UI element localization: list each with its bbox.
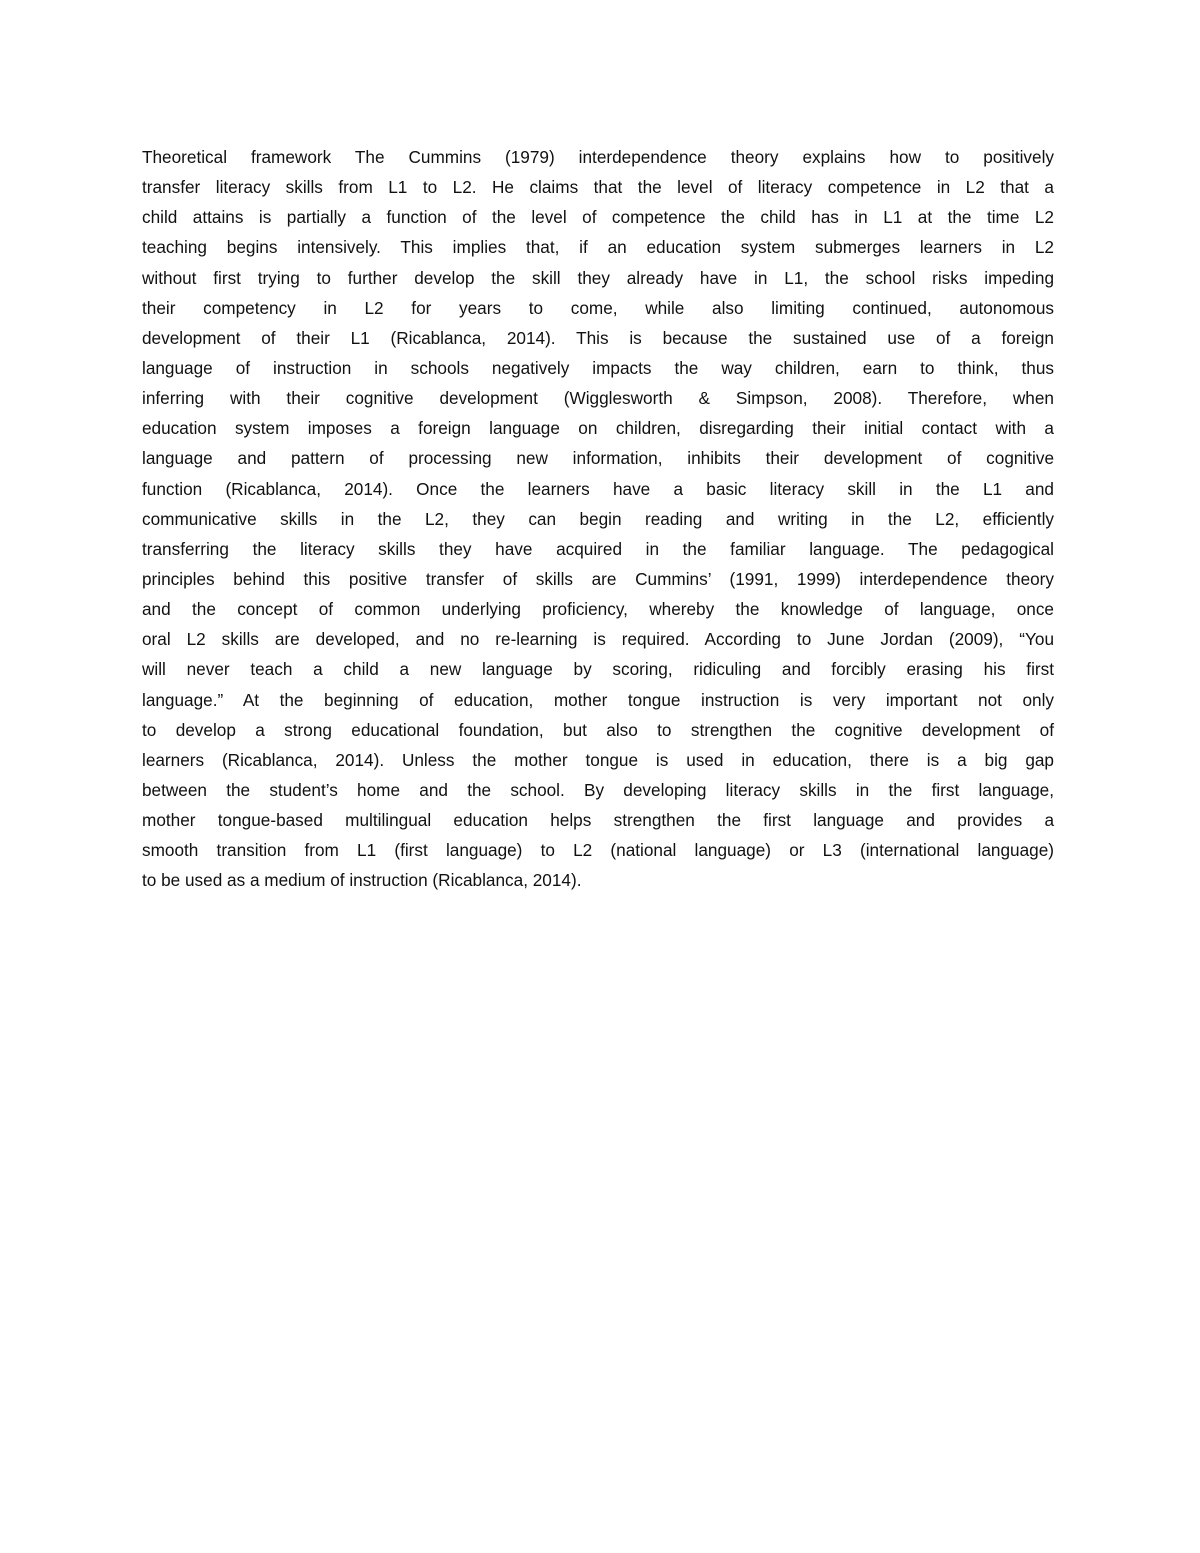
paragraph-line: Theoretical framework The Cummins (1979) interdependence theory explains how to positively — [142, 147, 1054, 167]
paragraph-line: transfer literacy skills from L1 to L2. He claims that the level of literacy competence in L2 that a — [142, 177, 1054, 198]
paragraph-line: between the student’s home and the school. By developing literacy skills in the first language, — [142, 779, 1054, 800]
paragraph-line: child attains is partially a function of the level of competence the child has in L1 at the time L2 — [142, 207, 1054, 228]
paragraph-line: education system imposes a foreign language on children, disregarding their initial contact with a — [142, 418, 1054, 439]
paragraph-line: their competency in L2 for years to come, while also limiting continued, autonomous — [142, 297, 1054, 318]
theoretical-framework-paragraph — [142, 142, 1054, 896]
paragraph-line: language and pattern of processing new information, inhibits their development of cognitive — [142, 448, 1054, 469]
paragraph-line: oral L2 skills are developed, and no re-learning is required. According to June Jordan (2009), “You — [142, 629, 1054, 650]
paragraph-line: to develop a strong educational foundation, but also to strengthen the cognitive development of — [142, 719, 1054, 740]
paragraph-line: function (Ricablanca, 2014). Once the learners have a basic literacy skill in the L1 and — [142, 478, 1054, 499]
paragraph-line-last: to be used as a medium of instruction (Ricablanca, 2014). — [142, 870, 582, 891]
paragraph-line: smooth transition from L1 (first language) to L2 (national language) or L3 (international language) — [142, 840, 1054, 861]
paragraph-line: principles behind this positive transfer of skills are Cummins’ (1991, 1999) interdependence theory — [142, 568, 1054, 589]
paragraph-line: transferring the literacy skills they have acquired in the familiar language. The pedagogical — [142, 538, 1054, 559]
paragraph-line: will never teach a child a new language by scoring, ridiculing and forcibly erasing his first — [142, 659, 1054, 680]
paragraph-line: without first trying to further develop the skill they already have in L1, the school risks impeding — [142, 267, 1054, 288]
paragraph-line: language.” At the beginning of education, mother tongue instruction is very important not only — [142, 689, 1054, 710]
paragraph-line: language of instruction in schools negatively impacts the way children, earn to think, thus — [142, 357, 1054, 378]
paragraph-line: development of their L1 (Ricablanca, 2014). This is because the sustained use of a foreign — [142, 327, 1054, 348]
paragraph-line: communicative skills in the L2, they can begin reading and writing in the L2, efficiently — [142, 508, 1054, 529]
paragraph-line: mother tongue-based multilingual education helps strengthen the first language and provides a — [142, 810, 1054, 831]
paragraph-line: teaching begins intensively. This implies that, if an education system submerges learners in L2 — [142, 237, 1054, 258]
paragraph-line: learners (Ricablanca, 2014). Unless the mother tongue is used in education, there is a big gap — [142, 749, 1054, 770]
paragraph-line: and the concept of common underlying proficiency, whereby the knowledge of language, once — [142, 599, 1054, 620]
paragraph-line: inferring with their cognitive development (Wigglesworth & Simpson, 2008). Therefore, when — [142, 388, 1054, 409]
